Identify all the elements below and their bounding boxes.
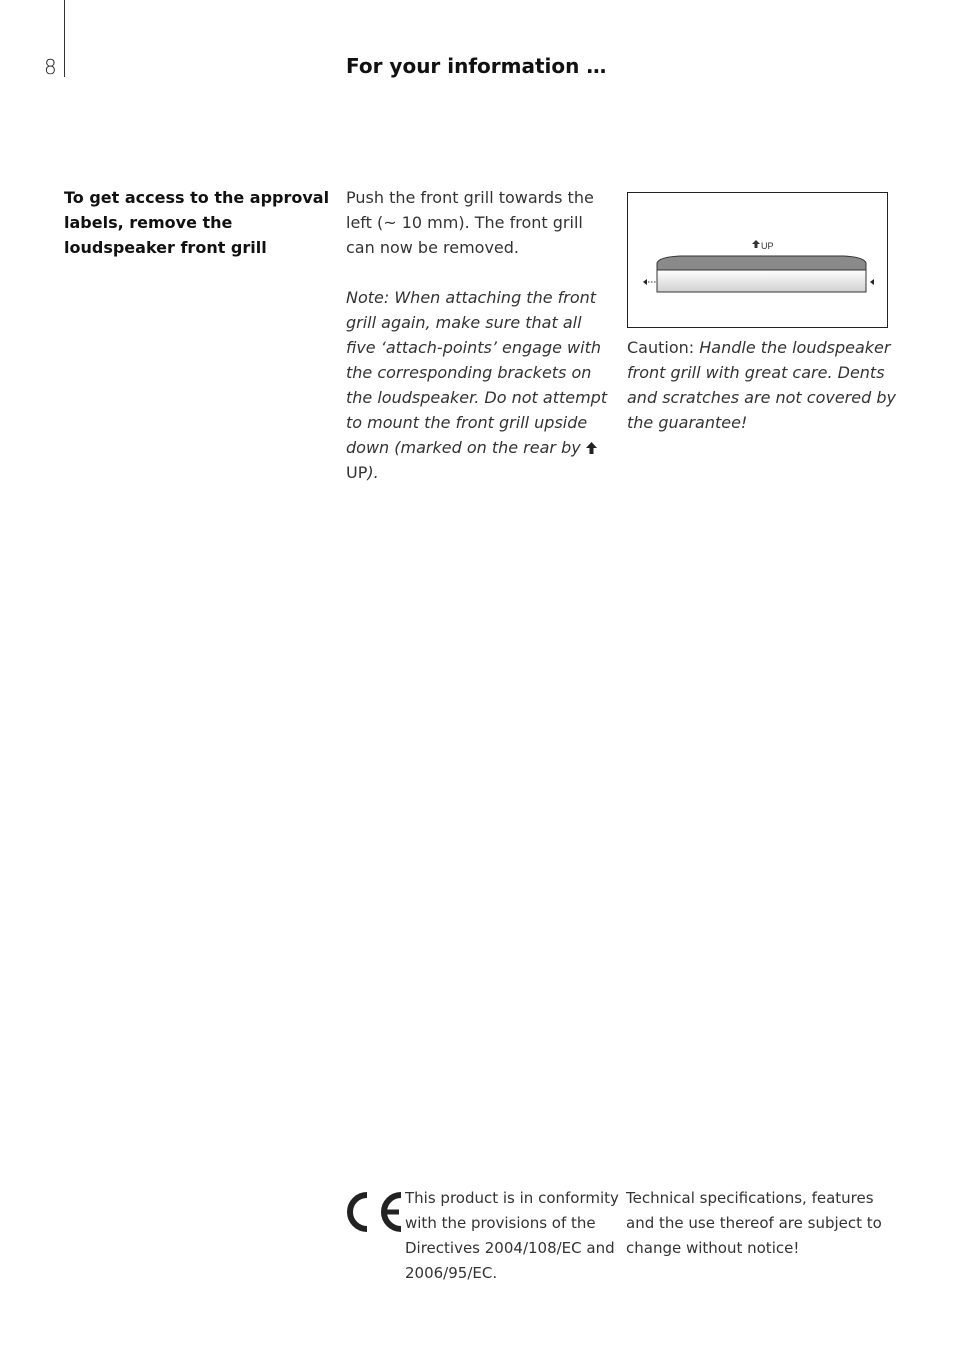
instruction-paragraph: Push the front grill towards the left (~ 10 mm). The front grill can now be removed. <box>346 188 594 257</box>
note-text: Note: When attaching the front grill again, make sure that all five ‘attach-points’ engage with the corresponding brackets on the loudspeaker. Do not attempt to mount the front grill upside down (marked on the rear by <box>346 288 608 457</box>
caution-label: Caution: <box>627 338 695 357</box>
left-arrow-icon <box>870 279 874 285</box>
section-heading: To get access to the approval labels, remove the loudspeaker front grill <box>64 188 330 257</box>
ce-mark-logo <box>345 1191 403 1233</box>
illustration-up-label: UP <box>761 241 774 251</box>
note-up-label: UP <box>346 463 368 482</box>
front-grill-drawing <box>628 193 887 327</box>
specifications-notice: Technical specifications, features and the use thereof are subject to change without notice! <box>626 1189 882 1257</box>
note-end: ). <box>367 463 379 482</box>
page-number: 8 <box>44 55 57 79</box>
up-arrow-icon <box>586 442 597 454</box>
instructions <box>346 185 611 510</box>
caution-caption <box>627 335 897 435</box>
caution-text: Handle the loudspeaker front grill with great care. Dents and scratches are not covered by the guarantee! <box>627 338 896 432</box>
note-paragraph <box>346 285 611 485</box>
page-title: For your information … <box>346 54 607 78</box>
up-arrow-icon <box>752 240 760 248</box>
front-grill-illustration <box>627 192 888 328</box>
conformity-statement: This product is in conformity with the provisions of the Directives 2004/108/EC and 2006/95/EC. <box>405 1189 619 1282</box>
grill-body <box>657 270 866 292</box>
left-arrow-icon <box>643 279 656 285</box>
grill-top-edge <box>657 256 866 270</box>
margin-rule <box>64 0 65 77</box>
